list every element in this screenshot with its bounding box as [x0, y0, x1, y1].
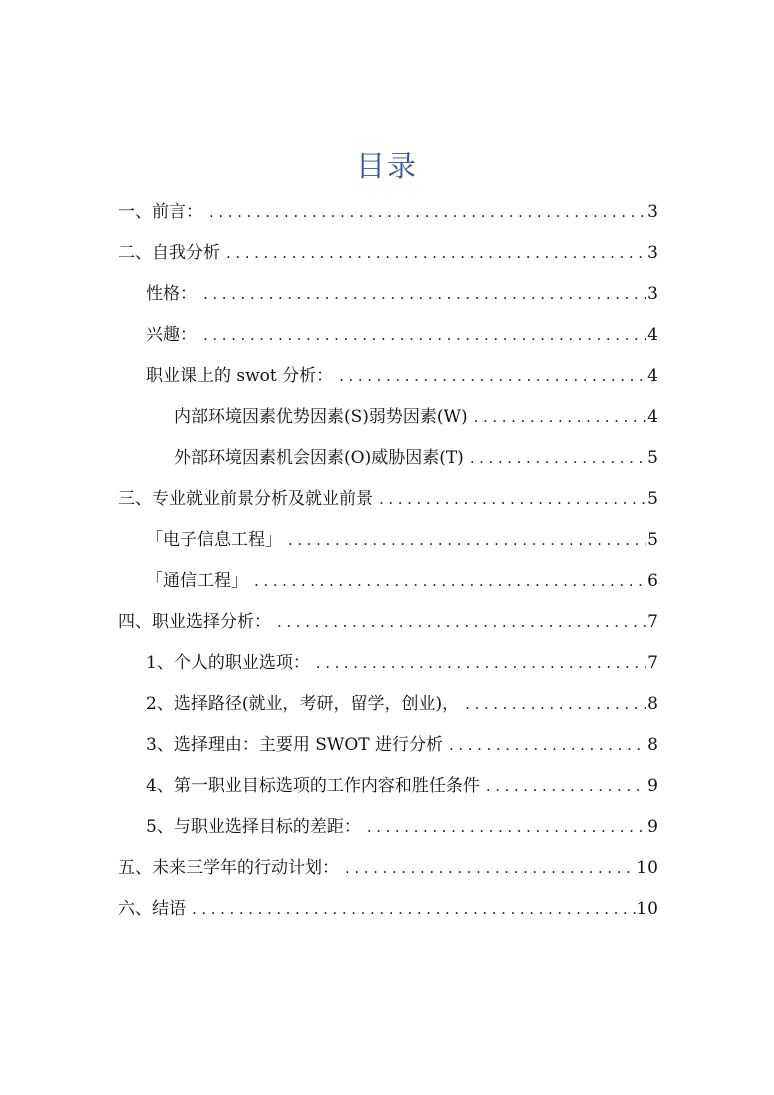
- toc-entry-label: 性格：: [146, 284, 197, 304]
- toc-dot-leader: [197, 315, 646, 355]
- toc-entry-label: 六、结语: [118, 899, 186, 919]
- toc-entry-label: 1、个人的职业选项：: [146, 653, 310, 673]
- toc-entry-label: 3、选择理由：主要用 SWOT 进行分析: [146, 735, 444, 755]
- toc-dot-leader: [339, 848, 636, 888]
- toc-page-number: 4: [647, 366, 658, 386]
- toc-page-number: 5: [647, 448, 658, 468]
- toc-page-number: 10: [636, 858, 658, 878]
- toc-entry-label: 职业课上的 swot 分析：: [146, 366, 334, 386]
- toc-page-number: 9: [647, 817, 658, 837]
- toc-entry-communication-eng[interactable]: [146, 561, 658, 601]
- toc-entry-personality[interactable]: [146, 274, 658, 314]
- toc-page-number: 4: [647, 325, 658, 345]
- toc-dot-leader: [186, 889, 636, 929]
- toc-dot-leader: [220, 233, 646, 273]
- toc-dot-leader: [459, 684, 646, 724]
- toc-dot-leader: [197, 274, 646, 314]
- toc-dot-leader: [468, 397, 646, 437]
- toc-page-number: 7: [647, 612, 658, 632]
- toc-entry-gap[interactable]: [146, 807, 658, 847]
- toc-page-number: 8: [647, 735, 658, 755]
- toc-page-number: 3: [647, 243, 658, 263]
- toc-dot-leader: [333, 356, 646, 396]
- toc-page-number: 5: [647, 489, 658, 509]
- toc-entry-label: 四、职业选择分析：: [118, 612, 271, 632]
- toc-entry-swot[interactable]: [146, 356, 658, 396]
- toc-entry-label: 「通信工程」: [146, 571, 248, 591]
- toc-page-number: 3: [647, 202, 658, 222]
- toc-dot-leader: [464, 438, 646, 478]
- toc-entry-employment-prospects[interactable]: [118, 479, 658, 519]
- toc-entry-action-plan[interactable]: [118, 848, 658, 888]
- toc-entry-label: 「电子信息工程」: [146, 530, 282, 550]
- toc-page-number: 8: [647, 694, 658, 714]
- toc-page-number: 9: [647, 776, 658, 796]
- toc-entry-internal-factors[interactable]: [174, 397, 658, 437]
- toc-entry-external-factors[interactable]: [174, 438, 658, 478]
- toc-page-number: 3: [647, 284, 658, 304]
- toc-entry-career-options[interactable]: [146, 643, 658, 683]
- toc-entry-path-choice[interactable]: [146, 684, 658, 724]
- toc-entry-conclusion[interactable]: [118, 889, 658, 929]
- toc-entry-label: 2、选择路径(就业，考研，留学，创业)，: [146, 694, 460, 714]
- toc-dot-leader: [248, 561, 646, 601]
- toc-page-number: 6: [647, 571, 658, 591]
- toc-dot-leader: [282, 520, 646, 560]
- toc-dot-leader: [271, 602, 646, 642]
- toc-entry-label: 五、未来三学年的行动计划：: [118, 858, 339, 878]
- toc-dot-leader: [310, 643, 646, 683]
- toc-entry-label: 5、与职业选择目标的差距：: [146, 817, 361, 837]
- toc-entry-label: 4、第一职业目标选项的工作内容和胜任条件: [146, 776, 480, 796]
- toc-page-number: 10: [636, 899, 658, 919]
- toc-page-number: 4: [647, 407, 658, 427]
- toc-entry-self-analysis[interactable]: [118, 233, 658, 273]
- toc-entry-choice-reasons[interactable]: [146, 725, 658, 765]
- toc-entry-label: 内部环境因素优势因素(S)弱势因素(W): [174, 407, 468, 427]
- toc-page-number: 5: [647, 530, 658, 550]
- toc-entry-electronic-info-eng[interactable]: [146, 520, 658, 560]
- toc-entry-preface[interactable]: [118, 192, 658, 232]
- toc-entry-career-choice[interactable]: [118, 602, 658, 642]
- toc-entry-label: 二、自我分析: [118, 243, 220, 263]
- toc-entry-first-goal[interactable]: [146, 766, 658, 806]
- toc-page-number: 7: [647, 653, 658, 673]
- toc-entry-label: 兴趣：: [146, 325, 197, 345]
- toc-dot-leader: [361, 807, 646, 847]
- toc-entry-label: 外部环境因素机会因素(O)威胁因素(T): [174, 448, 464, 468]
- toc-entry-interests[interactable]: [146, 315, 658, 355]
- toc-dot-leader: [480, 766, 646, 806]
- toc-entry-label: 三、专业就业前景分析及就业前景: [118, 489, 373, 509]
- toc-dot-leader: [443, 725, 646, 765]
- toc-dot-leader: [203, 192, 646, 232]
- toc-title: 目录: [355, 149, 418, 183]
- toc-entry-label: 一、前言：: [118, 202, 203, 222]
- toc-dot-leader: [373, 479, 646, 519]
